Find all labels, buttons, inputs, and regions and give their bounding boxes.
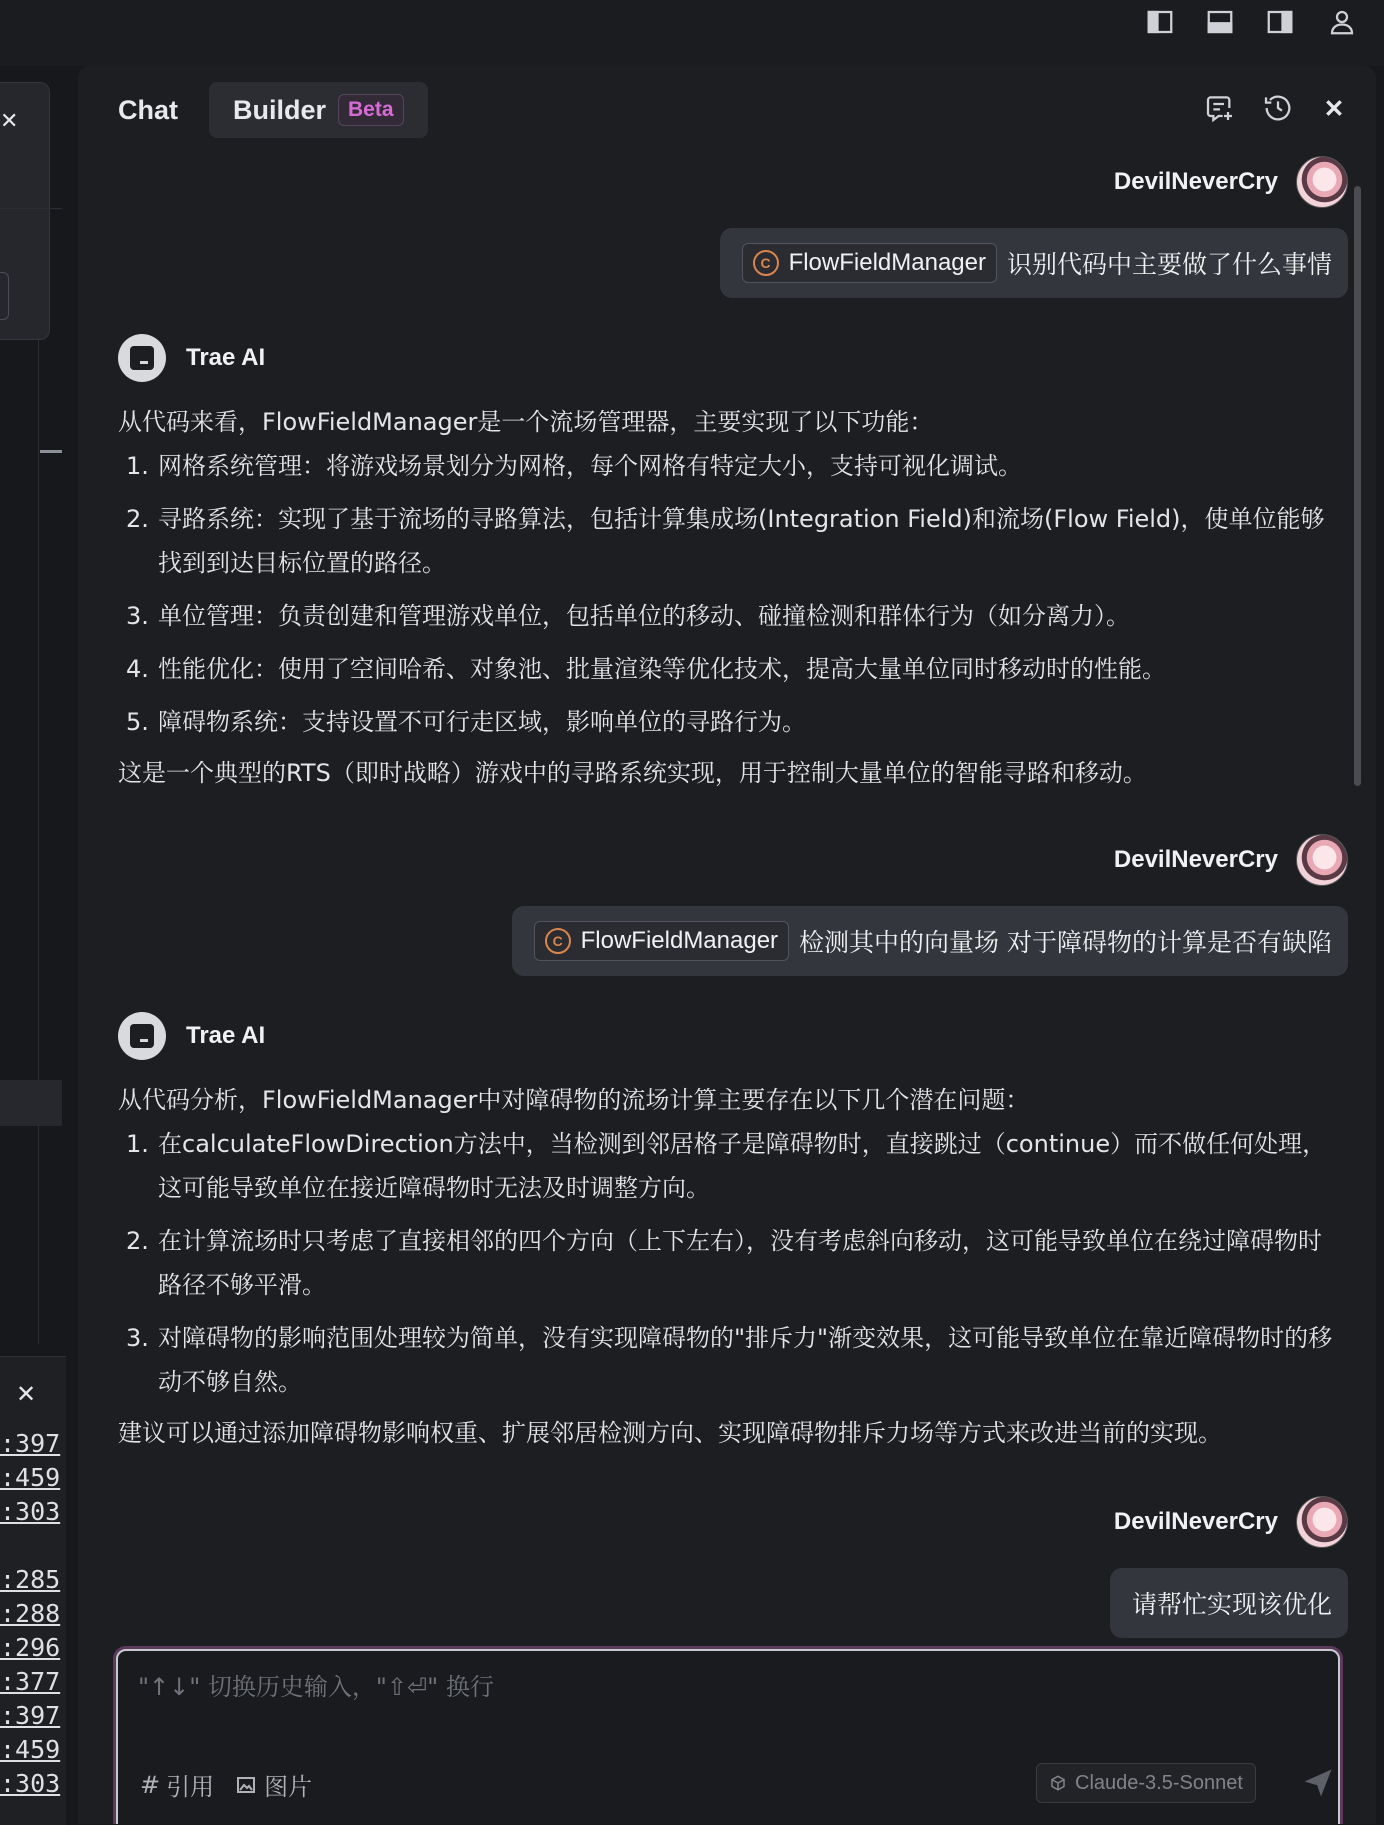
list-item: 5. 障碍物系统：支持设置不可行走区域，影响单位的寻路行为。	[126, 708, 806, 736]
list-item-text: 在calculateFlowDirection方法中，当检测到邻居格子是障碍物时，直接跳过（continue）而不做任何处理，这可能导致单位在接近障碍物时无法及时调整方向。	[158, 1130, 1327, 1202]
csharp-file-icon: C	[753, 250, 779, 276]
list-item: 2. 寻路系统：实现了基于流场的寻路算法，包括计算集成场(Integration Field)和流场(Flow Field)，使单位能够找到到达目标位置的路径。	[126, 505, 1325, 577]
list-item-text: 寻路系统：实现了基于流场的寻路算法，包括计算集成场(Integration Field)和流场(Flow Field)，使单位能够找到到达目标位置的路径。	[158, 505, 1325, 577]
list-item: 2. 在计算流场时只考虑了直接相邻的四个方向（上下左右），没有考虑斜向移动，这可能导致单位在绕过障碍物时路径不够平滑。	[126, 1227, 1322, 1299]
toggle-panel-bottom-icon[interactable]	[1202, 4, 1238, 40]
close-icon[interactable]: ✕	[16, 1380, 37, 1408]
hash-icon: #	[140, 1770, 161, 1799]
image-label: 图片	[264, 1773, 313, 1801]
chat-input-placeholder: "↑↓" 切换历史输入，"⇧⏎" 换行	[138, 1673, 494, 1701]
cite-label: 引用	[166, 1773, 215, 1801]
model-name: Claude-3.5-Sonnet	[1075, 1771, 1243, 1794]
cite-button[interactable]	[140, 1767, 214, 1802]
ai-name: Trae AI	[186, 344, 266, 371]
file-reference-chip[interactable]	[742, 243, 997, 283]
ai-message-list	[118, 1122, 1343, 1404]
file-reference-label: FlowFieldManager	[580, 927, 779, 954]
user-message-header	[1114, 1496, 1348, 1548]
left-card-field[interactable]	[0, 272, 9, 320]
user-message-bubble	[1110, 1568, 1348, 1638]
account-icon[interactable]	[1324, 4, 1360, 40]
line-ref-link[interactable]: :303	[0, 1497, 61, 1526]
divider	[0, 208, 62, 209]
new-chat-icon[interactable]	[1200, 88, 1240, 128]
tab-chat-label: Chat	[118, 94, 178, 125]
tab-chat[interactable]	[118, 82, 178, 138]
ai-message-intro: 从代码分析，FlowFieldManager中对障碍物的流场计算主要存在以下几个潜在问题：	[118, 1086, 1030, 1114]
toggle-sidebar-left-icon[interactable]	[1142, 4, 1178, 40]
line-ref-link[interactable]: :296	[0, 1633, 61, 1662]
list-item: 1. 网格系统管理：将游戏场景划分为网格，每个网格有特定大小，支持可视化调试。	[126, 452, 1022, 480]
collapse-dash	[40, 450, 62, 453]
avatar	[1296, 1496, 1348, 1548]
user-message-bubble	[720, 228, 1348, 298]
line-ref-link[interactable]: :459	[0, 1735, 61, 1764]
user-message-text: 识别代码中主要做了什么事情	[1006, 250, 1332, 279]
line-ref-link[interactable]: :377	[0, 1667, 61, 1696]
chat-input[interactable]	[116, 1649, 1340, 1824]
line-ref-link[interactable]: :459	[0, 1463, 61, 1492]
ai-message-outro: 建议可以通过添加障碍物影响权重、扩展邻居检测方向、实现障碍物排斥力场等方式来改进当前的实现。	[118, 1419, 1222, 1447]
list-item: 4. 性能优化：使用了空间哈希、对象池、批量渲染等优化技术，提高大量单位同时移动时的性能。	[126, 655, 1166, 683]
file-reference-label: FlowFieldManager	[788, 249, 986, 276]
avatar	[1296, 156, 1348, 208]
cube-icon	[1049, 1774, 1067, 1792]
toggle-sidebar-right-icon[interactable]	[1262, 4, 1298, 40]
chat-panel	[78, 66, 1376, 1824]
history-icon[interactable]	[1258, 88, 1298, 128]
list-item-text: 对障碍物的影响范围处理较为简单，没有实现障碍物的"排斥力"渐变效果，这可能导致单位在靠近障碍物时的移动不够自然。	[158, 1324, 1333, 1396]
user-name: DevilNeverCry	[1113, 168, 1278, 195]
list-item-text: 单位管理：负责创建和管理游戏单位，包括单位的移动、碰撞检测和群体行为（如分离力）。	[158, 602, 1130, 630]
user-message-header	[1114, 834, 1348, 886]
line-ref-link[interactable]: :303	[0, 1769, 61, 1798]
ai-message-header	[118, 332, 265, 384]
image-icon	[234, 1773, 258, 1797]
user-message-header	[1114, 156, 1348, 208]
file-reference-chip[interactable]	[534, 921, 789, 961]
tab-builder[interactable]	[209, 82, 428, 138]
ai-message-outro: 这是一个典型的RTS（即时战略）游戏中的寻路系统实现，用于控制大量单位的智能寻路和移动。	[118, 759, 1147, 787]
line-ref-link[interactable]: :288	[0, 1599, 61, 1628]
ai-message-body	[118, 402, 1343, 793]
list-item-text: 在计算流场时只考虑了直接相邻的四个方向（上下左右），没有考虑斜向移动，这可能导致单位在绕过障碍物时路径不够平滑。	[158, 1227, 1322, 1299]
close-icon[interactable]: ✕	[0, 109, 19, 134]
line-ref-link[interactable]: :285	[0, 1565, 61, 1594]
user-message-bubble	[512, 906, 1348, 976]
user-message-text: 请帮忙实现该优化	[1131, 1590, 1332, 1619]
trae-ai-logo-icon	[118, 334, 166, 382]
list-item-text: 性能优化：使用了空间哈希、对象池、批量渲染等优化技术，提高大量单位同时移动时的性能。	[158, 655, 1166, 683]
list-item: 1. 在calculateFlowDirection方法中，当检测到邻居格子是障碍物时，直接跳过（continue）而不做任何处理，这可能导致单位在接近障碍物时无法及时调整方向。	[126, 1130, 1327, 1202]
ai-message-intro: 从代码来看，FlowFieldManager是一个流场管理器，主要实现了以下功能：	[118, 408, 934, 436]
list-item: 3. 对障碍物的影响范围处理较为简单，没有实现障碍物的"排斥力"渐变效果，这可能导致单位在靠近障碍物时的移动不够自然。	[126, 1324, 1333, 1396]
left-highlight-row[interactable]	[0, 1080, 62, 1126]
user-message-text: 检测其中的向量场 对于障碍物的计算是否有缺陷	[799, 928, 1332, 957]
ai-message-body	[118, 1080, 1343, 1453]
input-toolbar	[140, 1767, 312, 1802]
csharp-file-icon: C	[545, 928, 571, 954]
ai-message-list	[118, 444, 1343, 744]
divider	[38, 338, 39, 1344]
list-item-text: 网格系统管理：将游戏场景划分为网格，每个网格有特定大小，支持可视化调试。	[158, 452, 1022, 480]
model-selector[interactable]	[1036, 1763, 1256, 1803]
line-ref-list	[0, 1427, 61, 1801]
list-item: 3. 单位管理：负责创建和管理游戏单位，包括单位的移动、碰撞检测和群体行为（如分离力）。	[126, 602, 1130, 630]
close-icon[interactable]	[1314, 88, 1354, 128]
user-name: DevilNeverCry	[1113, 1508, 1278, 1535]
line-ref-link[interactable]: :397	[0, 1429, 61, 1458]
ai-name: Trae AI	[186, 1022, 266, 1049]
line-ref-link[interactable]: :397	[0, 1701, 61, 1730]
image-button[interactable]	[234, 1767, 312, 1802]
user-name: DevilNeverCry	[1113, 846, 1278, 873]
scrollbar[interactable]	[1354, 186, 1361, 786]
avatar	[1296, 834, 1348, 886]
top-toolbar	[0, 0, 1384, 66]
trae-ai-logo-icon	[118, 1012, 166, 1060]
send-icon[interactable]	[1300, 1765, 1336, 1801]
list-item-text: 障碍物系统：支持设置不可行走区域，影响单位的寻路行为。	[158, 708, 806, 736]
tab-builder-label: Builder	[233, 94, 327, 125]
ai-message-header	[118, 1010, 265, 1062]
beta-badge: Beta	[338, 94, 404, 126]
